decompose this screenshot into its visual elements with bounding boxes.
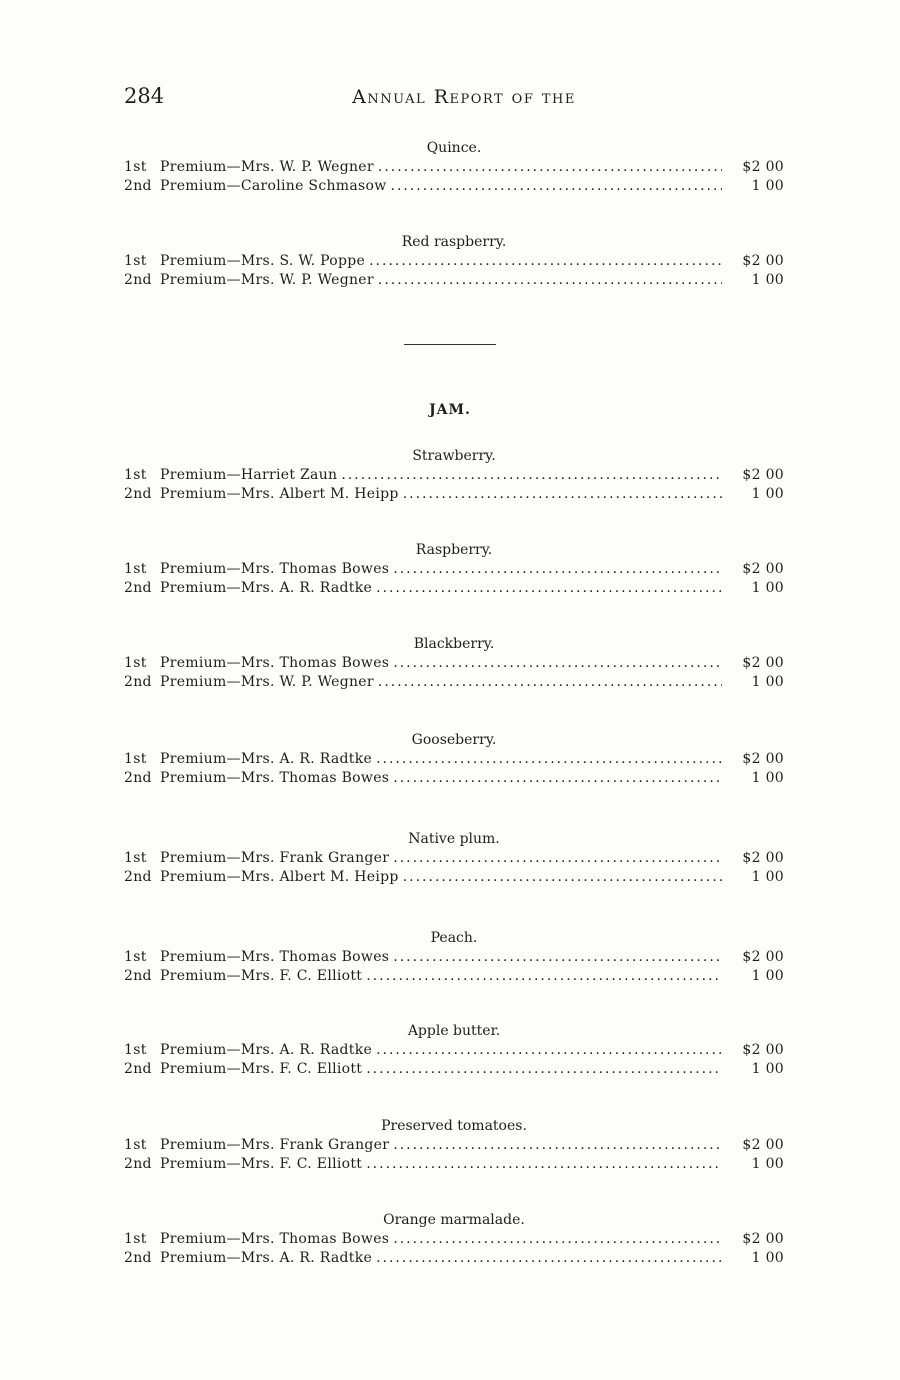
section-quince (124, 138, 784, 196)
entry-row (124, 673, 784, 692)
section-title: Raspberry. (415, 542, 493, 558)
entry-place: 2nd (124, 580, 152, 596)
entry-row (124, 868, 784, 887)
dot-leader (366, 1060, 722, 1079)
entry-name: Premium—Mrs. A. R. Radtke (160, 751, 373, 767)
entry-amount: $2 00 (742, 850, 784, 866)
entry-name: Premium—Mrs. Thomas Bowes (160, 949, 390, 965)
dot-leader (376, 579, 722, 598)
section-title: Gooseberry. (411, 732, 497, 748)
entry-amount: 1 00 (751, 770, 784, 786)
entry-name: Premium—Mrs. Albert M. Heipp (160, 869, 399, 885)
entry-row (124, 1060, 784, 1079)
section-peach (124, 928, 784, 986)
entry-place: 1st (124, 751, 147, 767)
section-divider (404, 344, 496, 345)
entry-row (124, 466, 784, 485)
entry-row (124, 1230, 784, 1249)
entry-amount: 1 00 (751, 486, 784, 502)
entry-place: 2nd (124, 674, 152, 690)
dot-leader (391, 177, 723, 196)
entry-name: Premium—Mrs. Thomas Bowes (160, 770, 390, 786)
entry-name: Premium—Harriet Zaun (160, 467, 338, 483)
entry-amount: $2 00 (742, 159, 784, 175)
entry-name: Premium—Mrs. Albert M. Heipp (160, 486, 399, 502)
entry-amount: $2 00 (742, 561, 784, 577)
entry-row (124, 750, 784, 769)
entry-row (124, 485, 784, 504)
entry-row (124, 1041, 784, 1060)
section-raspberry (124, 540, 784, 598)
dot-leader (366, 1155, 722, 1174)
section-title: Quince. (426, 140, 482, 156)
section-orange-marmalade (124, 1210, 784, 1268)
section-apple-butter (124, 1021, 784, 1079)
jam-heading: JAM. (429, 402, 471, 418)
section-title: Native plum. (408, 831, 500, 847)
entry-place: 2nd (124, 486, 152, 502)
section-title: Preserved tomatoes. (381, 1118, 527, 1134)
entry-place: 1st (124, 561, 147, 577)
section-title: Red raspberry. (401, 234, 507, 250)
entry-place: 2nd (124, 770, 152, 786)
section-strawberry (124, 446, 784, 504)
entry-place: 2nd (124, 869, 152, 885)
entry-name: Premium—Mrs. A. R. Radtke (160, 1042, 373, 1058)
entry-place: 1st (124, 253, 147, 269)
entry-name: Premium—Mrs. A. R. Radtke (160, 1250, 373, 1266)
entry-place: 1st (124, 850, 147, 866)
entry-amount: 1 00 (751, 580, 784, 596)
entry-name: Premium—Mrs. S. W. Poppe (160, 253, 366, 269)
entry-amount: $2 00 (742, 655, 784, 671)
entry-row (124, 967, 784, 986)
entry-amount: $2 00 (742, 1137, 784, 1153)
entry-name: Premium—Mrs. F. C. Elliott (160, 1061, 363, 1077)
dot-leader (403, 868, 722, 887)
dot-leader (378, 271, 722, 290)
entry-name: Premium—Caroline Schmasow (160, 178, 387, 194)
page-number: 284 (124, 84, 165, 108)
entry-place: 1st (124, 655, 147, 671)
dot-leader (393, 1230, 722, 1249)
entry-row (124, 769, 784, 788)
entry-amount: 1 00 (751, 674, 784, 690)
dot-leader (393, 948, 722, 967)
entry-row (124, 271, 784, 290)
entry-amount: 1 00 (751, 178, 784, 194)
entry-amount: $2 00 (742, 949, 784, 965)
entry-amount: $2 00 (742, 253, 784, 269)
entry-row (124, 177, 784, 196)
entry-row (124, 252, 784, 271)
entry-name: Premium—Mrs. Frank Granger (160, 1137, 390, 1153)
dot-leader (393, 1136, 722, 1155)
entry-amount: $2 00 (742, 751, 784, 767)
entry-place: 2nd (124, 178, 152, 194)
entry-place: 1st (124, 1231, 147, 1247)
entry-place: 2nd (124, 968, 152, 984)
entry-row (124, 158, 784, 177)
entry-name: Premium—Mrs. Thomas Bowes (160, 1231, 390, 1247)
entry-place: 2nd (124, 272, 152, 288)
entry-place: 1st (124, 1137, 147, 1153)
section-title: Peach. (430, 930, 478, 946)
running-title: Annual Report of the (352, 86, 576, 108)
dot-leader (393, 849, 722, 868)
entry-amount: 1 00 (751, 1156, 784, 1172)
entry-row (124, 849, 784, 868)
dot-leader (378, 673, 722, 692)
entry-amount: 1 00 (751, 869, 784, 885)
entry-row (124, 948, 784, 967)
entry-place: 2nd (124, 1250, 152, 1266)
dot-leader (393, 769, 722, 788)
entry-name: Premium—Mrs. W. P. Wegner (160, 674, 374, 690)
dot-leader (376, 750, 722, 769)
entry-amount: $2 00 (742, 1231, 784, 1247)
dot-leader (403, 485, 722, 504)
section-title: Strawberry. (412, 448, 496, 464)
section-native-plum (124, 829, 784, 887)
dot-leader (376, 1249, 722, 1268)
entry-amount: $2 00 (742, 467, 784, 483)
entry-name: Premium—Mrs. W. P. Wegner (160, 272, 374, 288)
entry-place: 2nd (124, 1156, 152, 1172)
dot-leader (376, 1041, 722, 1060)
section-gooseberry (124, 730, 784, 788)
entry-name: Premium—Mrs. Thomas Bowes (160, 655, 390, 671)
entry-name: Premium—Mrs. Frank Granger (160, 850, 390, 866)
section-title: Apple butter. (407, 1023, 501, 1039)
entry-place: 1st (124, 1042, 147, 1058)
section-title: Orange marmalade. (383, 1212, 525, 1228)
entry-place: 2nd (124, 1061, 152, 1077)
section-title: Blackberry. (413, 636, 495, 652)
entry-amount: 1 00 (751, 968, 784, 984)
entry-row (124, 1136, 784, 1155)
entry-place: 1st (124, 467, 147, 483)
entry-name: Premium—Mrs. A. R. Radtke (160, 580, 373, 596)
section-preserved-tomatoes (124, 1116, 784, 1174)
entry-row (124, 1155, 784, 1174)
entry-name: Premium—Mrs. Thomas Bowes (160, 561, 390, 577)
entry-name: Premium—Mrs. F. C. Elliott (160, 1156, 363, 1172)
dot-leader (393, 654, 722, 673)
entry-row (124, 579, 784, 598)
dot-leader (366, 967, 722, 986)
dot-leader (393, 560, 722, 579)
entry-amount: 1 00 (751, 1061, 784, 1077)
section-red-raspberry (124, 232, 784, 290)
entry-place: 1st (124, 159, 147, 175)
entry-name: Premium—Mrs. W. P. Wegner (160, 159, 374, 175)
dot-leader (341, 466, 722, 485)
page-header (124, 84, 804, 114)
section-blackberry (124, 634, 784, 692)
entry-row (124, 654, 784, 673)
entry-amount: 1 00 (751, 272, 784, 288)
entry-name: Premium—Mrs. F. C. Elliott (160, 968, 363, 984)
entry-place: 1st (124, 949, 147, 965)
dot-leader (378, 158, 722, 177)
entry-amount: 1 00 (751, 1250, 784, 1266)
entry-row (124, 560, 784, 579)
entry-amount: $2 00 (742, 1042, 784, 1058)
entry-row (124, 1249, 784, 1268)
dot-leader (369, 252, 722, 271)
